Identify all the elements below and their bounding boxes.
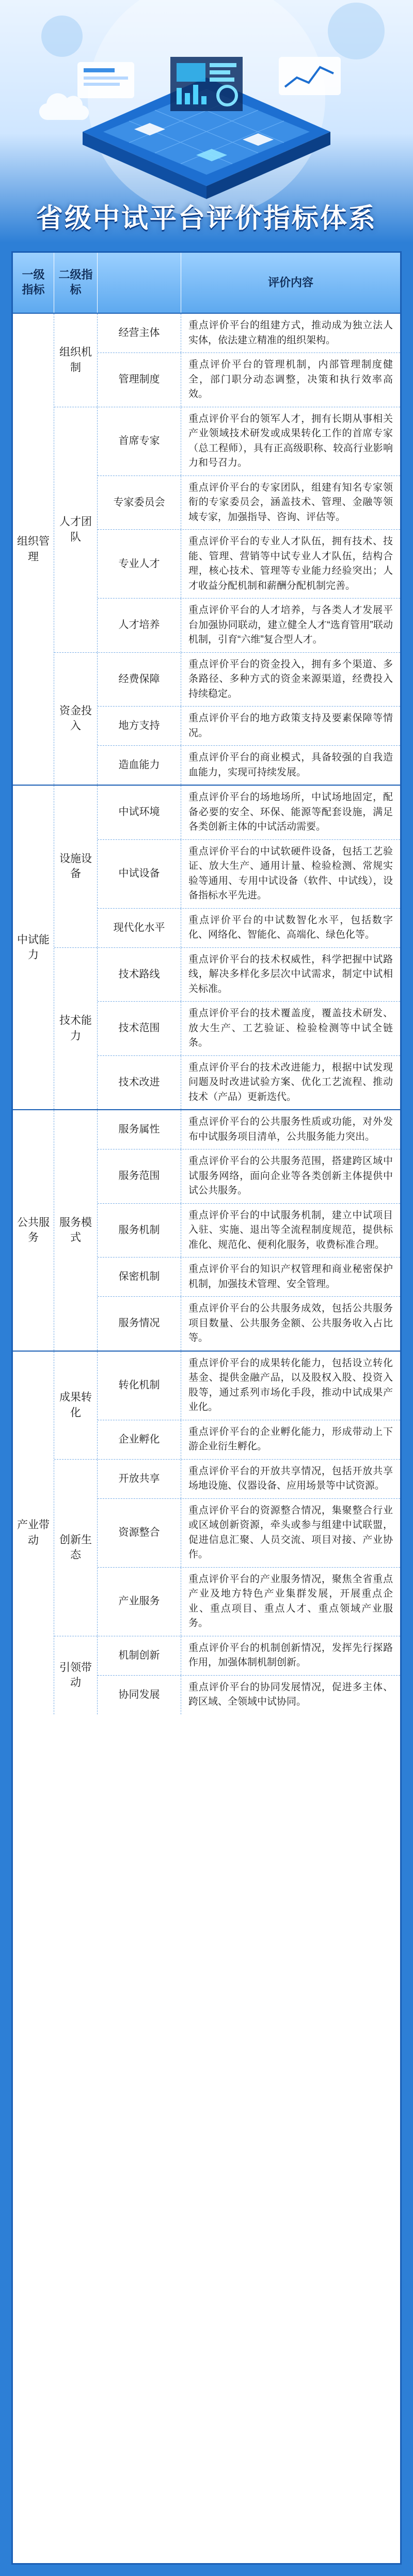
table-row	[98, 352, 400, 407]
level3-indicator: 人才培养	[98, 599, 181, 652]
table-row	[98, 1001, 400, 1055]
indicator-group	[13, 313, 400, 785]
table-row	[98, 908, 400, 947]
level3-indicator: 服务范围	[98, 1149, 181, 1203]
evaluation-content: 重点评价平台的成果转化能力，包括设立转化基金、提供金融产品，以及股权入股、投资入股等，通过系列市场化手段，推动中试成果产业化。	[188, 1357, 393, 1413]
evaluation-content: 重点评价平台的公共服务性质或功能，对外发布中试服务项目清单，公共服务能力突出。	[188, 1116, 393, 1142]
level2-block	[54, 652, 400, 785]
header-level1: 一级指标	[13, 253, 54, 313]
evaluation-content: 重点评价平台的中试服务机制，建立中试项目入驻、实施、退出等全流程制度规范，提供标准化、规范化、便利化服务，收费标准合理。	[188, 1209, 393, 1250]
level1-indicator: 组织管理	[13, 314, 54, 785]
evaluation-content: 重点评价平台的专业人才队伍，拥有技术、技能、管理、营销等中试专业人才队伍，结构合理，核心技术、管理等专业能力经验突出；人才收益分配机制和薪酬分配机制完善。	[188, 536, 393, 591]
table-row	[98, 1149, 400, 1203]
evaluation-content: 重点评价平台的专家团队，组建有知名专家领衔的专家委员会，涵盖技术、管理、金融等领域专家，加强指导、咨询、评估等。	[188, 482, 393, 523]
evaluation-content: 重点评价平台的中试软硬件设备，包括工艺验证、放大生产、通用计量、检验检测、常规实验等通用、专用中试设备（软件、中试线），设备指标水平先进。	[188, 846, 393, 901]
level3-indicator: 机制创新	[98, 1636, 181, 1675]
indicator-table	[11, 251, 402, 2565]
level2-block	[54, 407, 400, 652]
table-row	[98, 476, 400, 530]
table-row	[98, 948, 400, 1002]
level3-indicator: 管理制度	[98, 353, 181, 407]
table-row	[98, 529, 400, 598]
evaluation-content: 重点评价平台的领军人才，拥有长期从事相关产业领域技术研发或成果转化工作的首席专家（总工程师），具有正高级职称、较高行业影响力和号召力。	[188, 413, 393, 468]
level3-indicator: 服务属性	[98, 1110, 181, 1149]
level3-indicator: 产业服务	[98, 1568, 181, 1636]
level3-indicator: 技术范围	[98, 1002, 181, 1055]
table-row	[98, 1203, 400, 1258]
level2-block	[54, 1459, 400, 1636]
level3-indicator: 造血能力	[98, 746, 181, 785]
level2-indicator: 组织机制	[54, 314, 98, 407]
table-row	[98, 598, 400, 652]
evaluation-content: 重点评价平台的商业模式，具备较强的自我造血能力，实现可持续发展。	[188, 752, 393, 778]
table-row	[98, 314, 400, 352]
level2-indicator: 资金投入	[54, 653, 98, 785]
table-row	[98, 1460, 400, 1498]
level2-block	[54, 947, 400, 1110]
header-content: 评价内容	[267, 275, 313, 289]
level3-indicator: 开放共享	[98, 1460, 181, 1498]
level3-indicator: 专家委员会	[98, 476, 181, 530]
level2-indicator: 创新生态	[54, 1460, 98, 1636]
evaluation-content: 重点评价平台的产业服务情况，聚焦全省重点产业及地方特色产业集群发展，开展重点企业、重点项目、重点人才、重点领域产业服务。	[188, 1573, 393, 1629]
table-row	[98, 653, 400, 707]
evaluation-content: 重点评价平台的组建方式，推动成为独立法人实体，依法建立精准的组织架构。	[188, 320, 393, 346]
level2-indicator: 技术能力	[54, 948, 98, 1110]
level3-indicator: 协同发展	[98, 1676, 181, 1714]
level3-indicator: 服务机制	[98, 1204, 181, 1258]
evaluation-content: 重点评价平台的协同发展情况，促进多主体、跨区域、全领域中试协同。	[188, 1681, 393, 1707]
table-row	[98, 1055, 400, 1110]
evaluation-content: 重点评价平台的技术改进能力，根据中试发现问题及时改进试验方案、优化工艺流程、推动技术（产品）更新迭代。	[188, 1062, 393, 1102]
level3-indicator: 企业孵化	[98, 1420, 181, 1459]
level2-indicator: 设施设备	[54, 786, 98, 947]
indicator-group	[13, 785, 400, 1109]
level3-indicator: 转化机制	[98, 1352, 181, 1420]
table-row	[98, 786, 400, 839]
header-level3	[98, 253, 181, 313]
level3-indicator: 现代化水平	[98, 909, 181, 947]
evaluation-content: 重点评价平台的公共服务成效，包括公共服务项目数量、公共服务金额、公共服务收入占比等。	[188, 1303, 393, 1343]
evaluation-content: 重点评价平台的资金投入，拥有多个渠道、多条路径、多种方式的资金来源渠道，经费投入持续稳定。	[188, 658, 393, 699]
level2-block	[54, 1636, 400, 1714]
evaluation-content: 重点评价平台的资源整合情况，集聚整合行业或区域创新资源，牵头或参与组建中试联盟，促进信息汇聚、人员交流、项目对接、产业协作。	[188, 1505, 393, 1560]
level2-indicator: 引领带动	[54, 1636, 98, 1714]
table-row	[98, 1675, 400, 1714]
table-row	[98, 706, 400, 745]
level1-indicator: 公共服务	[13, 1110, 54, 1351]
evaluation-content: 重点评价平台的企业孵化能力，形成带动上下游企业衍生孵化。	[188, 1426, 393, 1452]
level3-indicator: 技术路线	[98, 948, 181, 1002]
table-row	[98, 1110, 400, 1149]
table-row	[98, 1296, 400, 1351]
level3-indicator: 专业人才	[98, 530, 181, 598]
level1-indicator: 产业带动	[13, 1352, 54, 1714]
level3-indicator: 地方支持	[98, 707, 181, 745]
level1-indicator: 中试能力	[13, 786, 54, 1109]
level2-indicator: 服务模式	[54, 1110, 98, 1351]
level3-indicator: 保密机制	[98, 1258, 181, 1296]
level2-block	[54, 1352, 400, 1459]
table-row	[98, 407, 400, 476]
evaluation-content: 重点评价平台的知识产权管理和商业秘密保护机制，加强技术管理、安全管理。	[188, 1264, 393, 1290]
evaluation-content: 重点评价平台的技术权威性，科学把握中试路线，解决多样化多层次中试需求，制定中试相关标准。	[188, 954, 393, 994]
evaluation-content: 重点评价平台的地方政策支持及要素保障等情况。	[188, 713, 393, 739]
table-header	[13, 253, 400, 313]
indicator-group	[13, 1351, 400, 1714]
level2-indicator: 人才团队	[54, 407, 98, 652]
level3-indicator: 服务情况	[98, 1297, 181, 1351]
evaluation-content: 重点评价平台的技术覆盖度，覆盖技术研发、放大生产、工艺验证、检验检测等中试全链条。	[188, 1008, 393, 1048]
level3-indicator: 首席专家	[98, 407, 181, 476]
table-row	[98, 1567, 400, 1636]
level3-indicator: 技术改进	[98, 1056, 181, 1110]
table-row	[98, 1636, 400, 1675]
evaluation-content: 重点评价平台的人才培养，与各类人才发展平台加强协同联动，建立健全人才“选育管用”联动机制，引育“六维”复合型人才。	[188, 605, 393, 645]
table-row	[98, 1498, 400, 1567]
level2-indicator: 成果转化	[54, 1352, 98, 1459]
level2-block	[54, 314, 400, 407]
evaluation-content: 重点评价平台的管理机制，内部管理制度健全，部门职分动态调整，决策和执行效率高效。	[188, 359, 393, 400]
level3-indicator: 资源整合	[98, 1499, 181, 1567]
page-title: 省级中试平台评价指标体系	[36, 203, 377, 234]
table-row	[98, 745, 400, 785]
table-row	[98, 1352, 400, 1420]
level3-indicator: 中试设备	[98, 840, 181, 908]
evaluation-content: 重点评价平台的中试数智化水平，包括数字化、网络化、智能化、高端化、绿色化等。	[188, 914, 393, 940]
table-body	[13, 313, 400, 1714]
level3-indicator: 经营主体	[98, 314, 181, 352]
indicator-group	[13, 1109, 400, 1351]
level3-indicator: 中试环境	[98, 786, 181, 839]
table-row	[98, 839, 400, 908]
level2-block	[54, 786, 400, 947]
evaluation-content: 重点评价平台的开放共享情况，包括开放共享场地设施、仪器设备、应用场景等中试资源。	[188, 1465, 393, 1491]
hero-banner	[0, 0, 413, 243]
header-level2: 二级指标	[54, 253, 98, 313]
level3-indicator: 经费保障	[98, 653, 181, 707]
evaluation-content: 重点评价平台的公共服务范围，搭建跨区域中试服务网络，面向企业等各类创新主体提供中试公共服务。	[188, 1156, 393, 1196]
level2-block	[54, 1110, 400, 1351]
evaluation-content: 重点评价平台的场地场所，中试场地固定，配备必要的安全、环保、能源等配套设施，满足各类创新主体的中试活动需要。	[188, 792, 393, 832]
evaluation-content: 重点评价平台的机制创新情况，发挥先行探路作用，加强体制机制创新。	[188, 1642, 393, 1668]
table-row	[98, 1420, 400, 1459]
table-row	[98, 1257, 400, 1296]
